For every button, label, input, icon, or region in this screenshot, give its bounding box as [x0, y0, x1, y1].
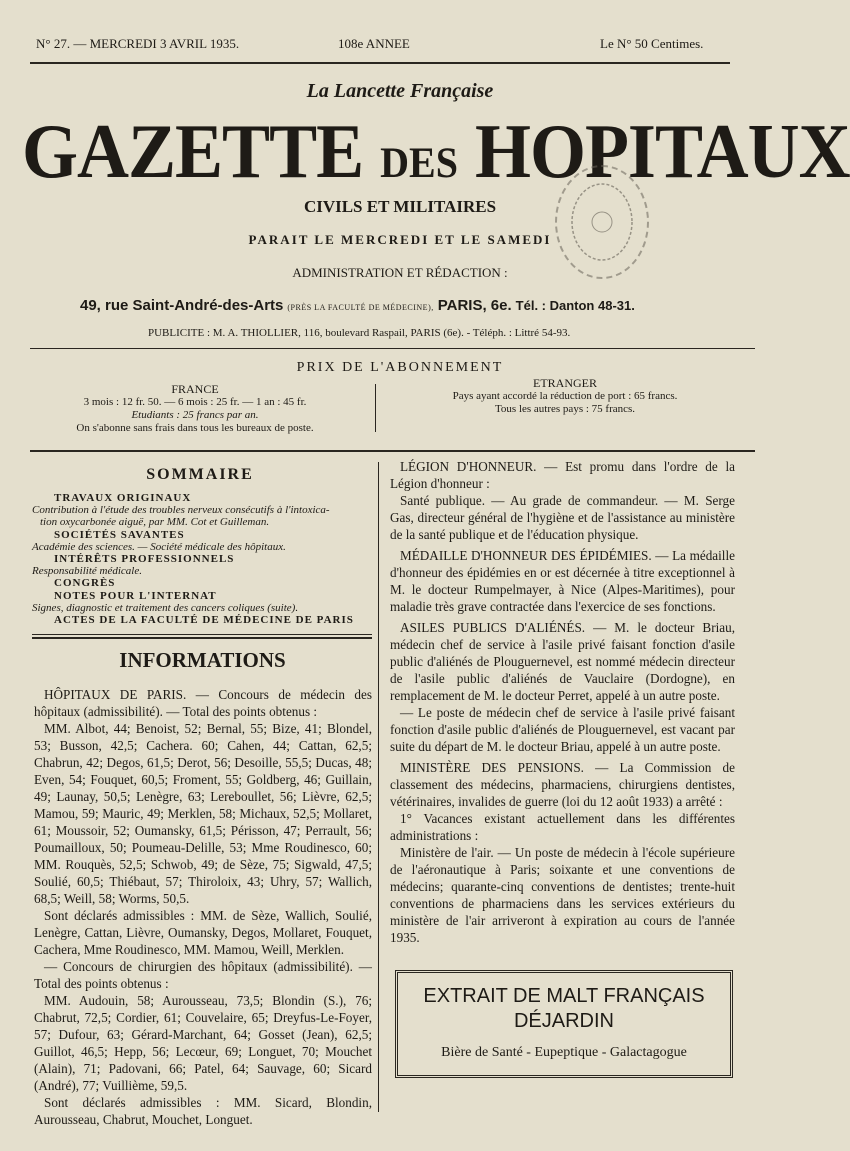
sommaire-item: SOCIÉTÉS SAVANTES: [54, 528, 185, 541]
abonnement-france: FRANCE 3 mois : 12 fr. 50. — 6 mois : 25 fr. — 1 an : 45 fr. Etudiants : 25 francs par an. On s'abonne sans frais dans tous les bureaux de poste.: [76, 382, 314, 434]
rule-abonnement-bottom: [30, 450, 755, 452]
price-label: Le N° 50 Centimes.: [600, 36, 704, 51]
abonnement-etranger: ETRANGER Pays ayant accordé la réduction de port : 65 francs. Tous les autres pays : 75 francs.: [452, 376, 678, 415]
info-paragraph: MM. Albot, 44; Benoist, 52; Bernal, 55; Bize, 41; Blondel, 53; Busson, 42,5; Cachera. 60; Cahen, 44; Cattan, 62,5; Chabrun, 42; Degos, 61,5; Derot, 56; Desoille, 55,5; Ducas, 48; Even, 54; Fouquet, 60,5; Froment, 55; Goldberg, 46; Guillain, 49; Launay, 50,5; Lenègre, 63; Lereboullet, 56; Lièvre, 62,5; Mamou, 59; Mauric, 49; Merklen, 58; Michaux, 52,5; Mollaret, 61; Moussoir, 52; Oumansky, 61,5; Périsson, 47; Perrault, 56; Poumailloux, 50; Poumeau-Delille, 53; Mme Roudinesco, 60; MM. Rouquès, 52,5; Schwob, 49; de Sèze, 75; Sigwald, 47,5; Soulié, 60,5; Thiébaut, 57; Thiroloix, 43; Uhry, 57; Wallich, 68,5; Weill, 58; Worms, 50,5.: [34, 721, 372, 906]
sommaire-item: NOTES POUR L'INTERNAT: [54, 589, 217, 602]
rule-abonnement-top: [30, 348, 755, 349]
poste-paragraph: — Le poste de médecin chef de service à l'asile privé faisant fonction d'asile public d'aliénés de Plouguernevel, est vacant par suite du départ de M. le docteur Briau, appelé à un autre poste.: [390, 705, 735, 754]
abonnement-divider: [375, 384, 376, 432]
ad-line-malt: EXTRAIT DE MALT FRANÇAIS: [423, 985, 705, 1007]
sommaire-item: INTÉRÊTS PROFESSIONNELS: [54, 553, 235, 566]
sommaire-item: Signes, diagnostic et traitement des cancers coliques (suite).: [32, 601, 299, 614]
info-paragraph: — Concours de chirurgien des hôpitaux (admissibilité). — Total des points obtenus :: [34, 959, 372, 991]
year-label: 108e ANNEE: [338, 36, 410, 51]
sommaire-item: Académie des sciences. — Société médicale des hôpitaux.: [32, 540, 286, 553]
rule-sommaire-2: [32, 637, 372, 639]
sommaire-title: SOMMAIRE: [146, 466, 254, 483]
sommaire-item: Contribution à l'étude des troubles nerveux consécutifs à l'intoxica-: [32, 504, 330, 517]
sommaire-list: [32, 492, 372, 626]
ad-line-dejardin: DÉJARDIN: [513, 1010, 614, 1032]
right-column-body: [390, 458, 735, 946]
legion-paragraph: LÉGION D'HONNEUR. — Est promu dans l'ordre de la Légion d'honneur :: [390, 459, 735, 491]
masthead-subtitle: La Lancette Française: [306, 80, 494, 102]
vacances-paragraph: 1° Vacances existant actuellement dans les différentes administrations :: [390, 811, 735, 843]
title-gazette: GAZETTE: [22, 107, 364, 195]
info-paragraph: HÔPITAUX DE PARIS. — Concours de médecin des hôpitaux (admissibilité). — Total des points obtenus :: [34, 687, 372, 719]
library-stamp: [555, 165, 649, 279]
info-paragraph: Sont déclarés admissibles : MM. de Sèze, Wallich, Soulié, Lenègre, Cattan, Lièvre, Oumansky, Degos, Mollaret, Fouquet, Cachera, Mme Roudinesco, MM. Mamou, Weill, Merklen.: [34, 908, 372, 957]
address-line: 49, rue Saint-André-des-Arts (PRÈS LA FACULTÉ DE MÉDECINE), PARIS, 6e. Tél. : Danton 48-31.: [80, 297, 635, 314]
masthead-line-parait: PARAIT LE MERCREDI ET LE SAMEDI: [248, 232, 552, 247]
column-divider: [378, 462, 379, 1112]
masthead-line-admin: ADMINISTRATION ET RÉDACTION :: [292, 265, 508, 280]
abonnement-title: PRIX DE L'ABONNEMENT: [296, 360, 504, 375]
asiles-paragraph: ASILES PUBLICS D'ALIÉNÉS. — M. le docteur Briau, médecin chef de service à l'asile privé faisant fonction d'asile public d'aliénés de Plouguernevel, est nommé médecin directeur de l'asile public d'aliénés de Vauclaire (Dordogne), en remplacement de M. le docteur Perret, appelé à un autre poste.: [390, 620, 735, 703]
title-hopitaux: HOPITAUX: [474, 107, 850, 195]
medaille-paragraph: MÉDAILLE D'HONNEUR DES ÉPIDÉMIES. — La médaille d'honneur des épidémies en or est décernée à titre exceptionnel à M. le docteur Rumpelmayer, à Nice (Alpes-Maritimes), pour maladie très grave contractée dans l'exercice de ses fonctions.: [390, 548, 735, 614]
malt-advertisement: [395, 970, 733, 1078]
air-paragraph: Ministère de l'air. — Un poste de médecin à l'école supérieure de l'aéronautique à Paris; soixante et une conventions de médecins; quarante-cinq conventions de dentistes; trente-huit conventions de pharmaciens dans les services extérieurs du ministère de l'air arriveront à expiration au cours de l'année 1935.: [390, 845, 735, 945]
rule-sommaire-1: [32, 634, 372, 635]
masthead-line-civils: CIVILS ET MILITAIRES: [303, 197, 497, 216]
pensions-paragraph: MINISTÈRE DES PENSIONS. — La Commission de classement des médecins, pharmaciens, chirurgiens dentistes, vétérinaires, invalides de guerre (loi du 12 août 1933) a arrêté :: [390, 760, 735, 809]
sommaire-item: Responsabilité médicale.: [32, 565, 142, 578]
stamp-icon: [557, 167, 647, 277]
sommaire-item: TRAVAUX ORIGINAUX: [54, 492, 192, 504]
info-paragraph: MM. Audouin, 58; Aurousseau, 73,5; Blondin (S.), 76; Chabrut, 72,5; Cordier, 61; Couvelaire, 65; Dreyfus-Le-Foyer, 57; Dufour, 63; Gérard-Marchant, 64; Gosset (Jean), 62,5; Guillot, 46,5; Hepp, 56; Lecœur, 69; Longuet, 70; Mouchet (Alain), 71; Padovani, 66; Patel, 64; Sauvage, 60; Sicard (André), 77; Vuillième, 59,5.: [34, 993, 372, 1093]
issue-number: N° 27. — MERCREDI 3 AVRIL 1935.: [36, 36, 240, 51]
info-paragraph: Sont déclarés admissibles : MM. Sicard, Blondin, Aurousseau, Chabrut, Mouchet, Longuet.: [34, 1095, 372, 1127]
masthead-title: [22, 107, 850, 195]
sommaire-item: CONGRÈS: [54, 577, 116, 590]
informations-body: [34, 686, 372, 1128]
sante-paragraph: Santé publique. — Au grade de commandeur. — M. Serge Gas, directeur général de l'hygiène et de l'assistance au ministère de la santé publique et de l'éducation physique.: [390, 493, 735, 542]
header-rule: [30, 62, 730, 64]
informations-title: INFORMATIONS: [119, 648, 286, 672]
ad-line-biere: Bière de Santé - Eupeptique - Galactagogue: [441, 1045, 687, 1060]
sommaire-item: ACTES DE LA FACULTÉ DE MÉDECINE DE PARIS: [54, 614, 354, 627]
title-des: DES: [380, 137, 458, 187]
publicite-line: PUBLICITE : M. A. THIOLLIER, 116, boulevard Raspail, PARIS (6e). - Téléph. : Littré 54-93.: [148, 327, 571, 339]
sommaire-item: tion oxycarbonée aiguë, par MM. Cot et Guilleman.: [40, 516, 270, 529]
